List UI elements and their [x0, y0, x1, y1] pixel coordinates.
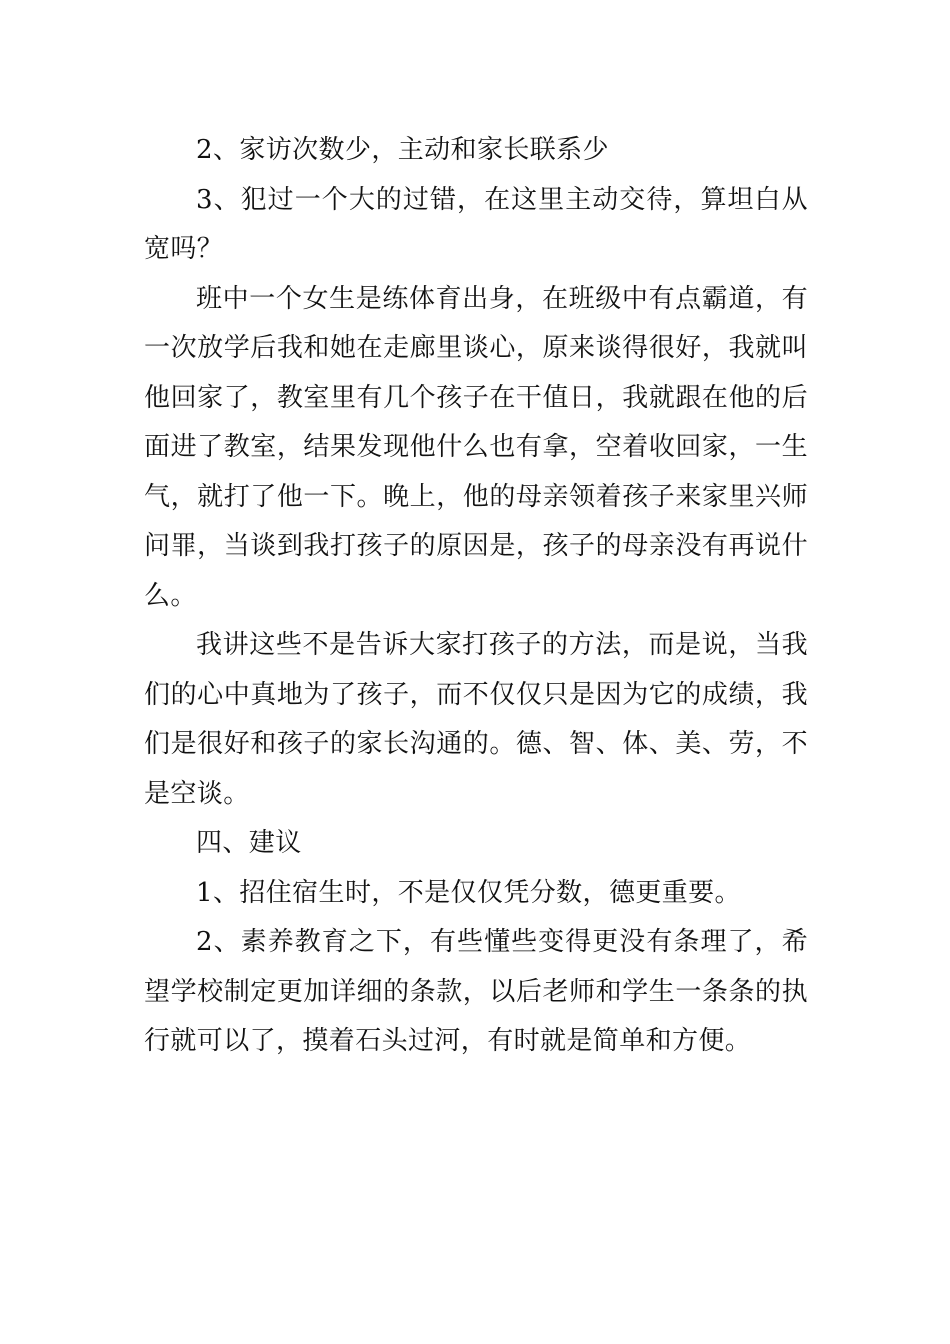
paragraph-incident: 班中一个女生是练体育出身，在班级中有点霸道，有一次放学后我和她在走廊里谈心，原来谈得很好，我就叫他回家了，教室里有几个孩子在干值日，我就跟在他的后面进了教室，结果发现他什么也有拿，空着收回家，一生气，就打了他一下。晚上，他的母亲领着孩子来家里兴师问罪，当谈到我打孩子的原因是，孩子的母亲没有再说什么。 [144, 283, 808, 611]
section-heading-suggestions: 四、建议 [196, 828, 302, 858]
document-body [144, 126, 808, 1067]
paragraph-suggestion-2: 2、素养教育之下，有些懂些变得更没有条理了，希望学校制定更加详细的条款，以后老师和学生一条条的执行就可以了，摸着石头过河，有时就是简单和方便。 [144, 927, 808, 1056]
paragraph-suggestion-1: 1、招住宿生时，不是仅仅凭分数，德更重要。 [196, 877, 741, 908]
paragraph-confession: 3、犯过一个大的过错，在这里主动交待，算坦白从宽吗？ [144, 184, 808, 264]
paragraph-home-visits: 2、家访次数少，主动和家长联系少 [196, 135, 609, 165]
paragraph-reflection: 我讲这些不是告诉大家打孩子的方法，而是说，当我们的心中真地为了孩子，而不仅仅只是因为它的成绩，我们是很好和孩子的家长沟通的。德、智、体、美、劳，不是空谈。 [144, 630, 808, 809]
